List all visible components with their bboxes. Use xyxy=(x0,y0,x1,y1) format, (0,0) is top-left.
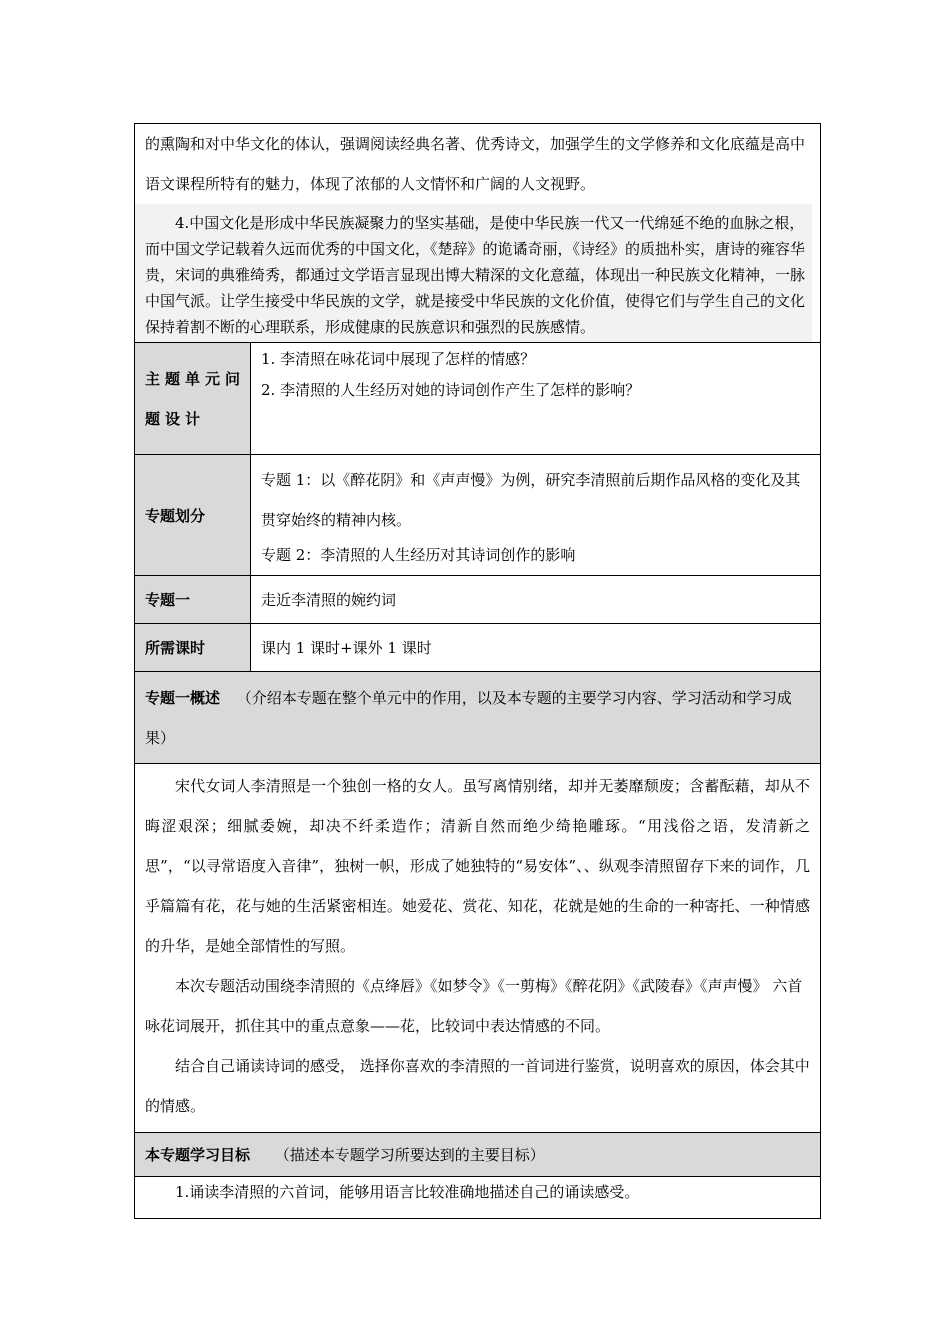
topic-item: 专题 2：李清照的人生经历对其诗词创作的影响 xyxy=(261,546,576,564)
topic-item: 专题 1：以《醉花阴》和《声声慢》为例，研究李清照前后期作品风格的变化及其贯穿始终的精神内核。 xyxy=(261,471,801,529)
goal-item: 1.诵读李清照的六首词，能够用语言比较准确地描述自己的诵读感受。 xyxy=(175,1183,640,1201)
intro-paragraph-2: 4.中国文化是形成中华民族凝聚力的坚实基础，是使中华民族一代又一代绵延不绝的血脉之根，而中国文学记载着久远而优秀的中国文化，《楚辞》的诡谲奇丽，《诗经》的质拙朴实，唐诗的雍容华贵，宋词的典雅绮秀，都通过文学语言显现出博大精深的文化意蕴，体现出一种民族文化精神，一脉中国气派。让学生接受中华民族的文学，就是接受中华民族的文化价值，使得它们与学生自己的文化保持着割不断的心理联系，形成健康的民族意识和强烈的民族感情。 xyxy=(145,214,806,336)
hours-label: 所需课时 xyxy=(135,624,251,672)
overview-label: 专题一概述 xyxy=(145,688,221,707)
topic1-value: 走近李清照的婉约词 xyxy=(251,576,821,624)
goals-label: 本专题学习目标 xyxy=(145,1146,251,1164)
hours-row xyxy=(135,624,821,672)
overview-note: （介绍本专题在整个单元中的作用，以及本专题的主要学习内容、学习活动和学习成果） xyxy=(145,688,792,747)
intro-paragraph-1: 的熏陶和对中华文化的体认，强调阅读经典名著、优秀诗文，加强学生的文学修养和文化底蕴是高中语文课程所特有的魅力，体现了浓郁的人文情怀和广阔的人文视野。 xyxy=(145,135,806,193)
questions-row xyxy=(135,343,821,455)
overview-content-row xyxy=(135,764,821,1133)
question-item: 2. 李清照的人生经历对她的诗词创作产生了怎样的影响？ xyxy=(261,381,641,399)
overview-paragraph: 本次专题活动围绕李清照的《点绛唇》《如梦令》《一剪梅》《醉花阴》《武陵春》《声声慢》 六首咏花词展开，抓住其中的重点意象——花，比较词中表达情感的不同。 xyxy=(145,977,803,1035)
goals-note: （描述本专题学习所要达到的主要目标） xyxy=(274,1146,545,1164)
goals-header-row xyxy=(135,1133,821,1177)
hours-value: 课内 1 课时+课外 1 课时 xyxy=(251,624,821,672)
overview-header xyxy=(145,678,810,758)
topic1-label: 专题一 xyxy=(135,576,251,624)
overview-paragraph: 结合自己诵读诗词的感受， 选择你喜欢的李清照的一首词进行鉴赏，说明喜欢的原因，体会其中的情感。 xyxy=(145,1057,810,1115)
overview-header-row xyxy=(135,672,821,764)
topic1-row xyxy=(135,576,821,624)
question-item: 1. 李清照在咏花词中展现了怎样的情感？ xyxy=(261,350,536,368)
unit-design-table xyxy=(134,123,821,1219)
intro-paragraph-2-block xyxy=(135,204,812,342)
topics-row xyxy=(135,455,821,576)
goals-content-row xyxy=(135,1177,821,1219)
intro-row xyxy=(135,124,821,343)
questions-label: 主题单元问题设计 xyxy=(135,343,251,455)
overview-paragraph: 宋代女词人李清照是一个独创一格的女人。虽写离情别绪，却并无萎靡颓废；含蓄酝藉，却从不晦涩艰深；细腻委婉，却决不纤柔造作；清新自然而绝少绮艳雕琢。“用浅俗之语，发清新之思”，“以寻常语度入音律”，独树一帜，形成了她独特的“易安体”、、纵观李清照留存下来的词作，几乎篇篇有花，花与她的生活紧密相连。她爱花、赏花、知花，花就是她的生命的一种寄托、一种情感的升华，是她全部情性的写照。 xyxy=(145,777,810,955)
topics-label: 专题划分 xyxy=(135,455,251,576)
